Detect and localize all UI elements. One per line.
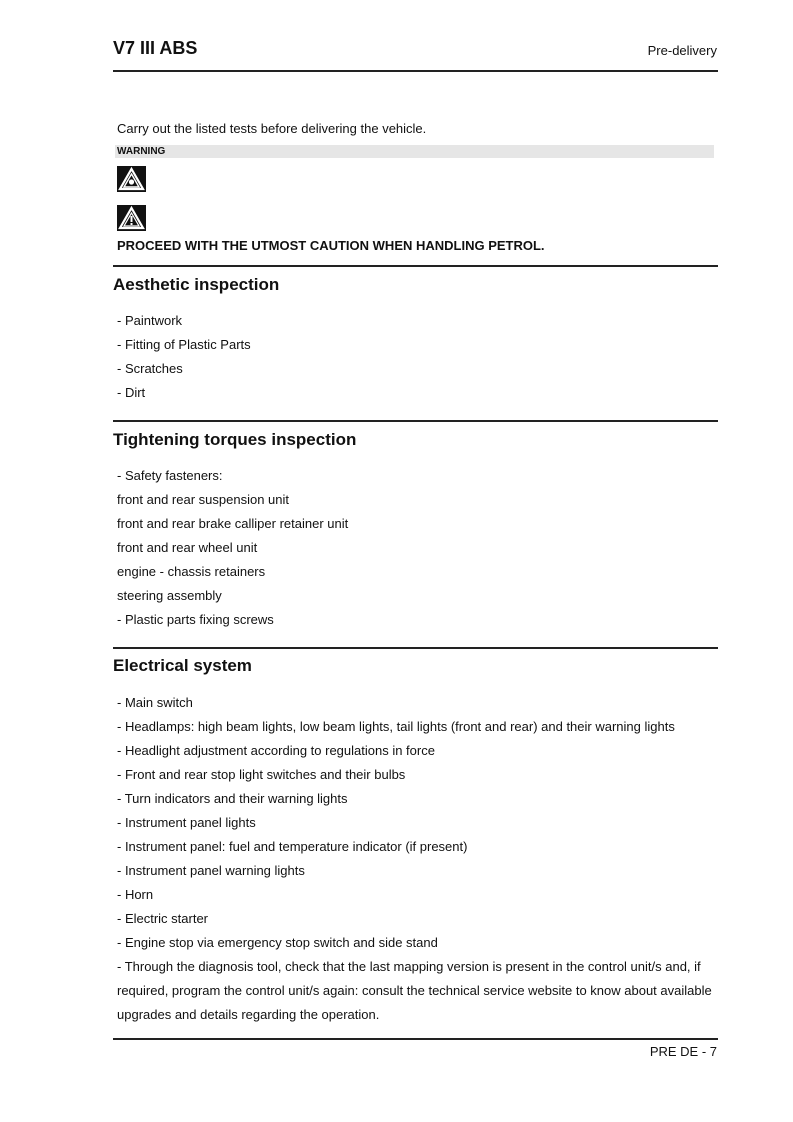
- warning-bar: [115, 145, 714, 158]
- section-title-torques: Tightening torques inspection: [113, 430, 357, 449]
- list-item: required, program the control unit/s again: consult the technical service website to know about available: [117, 983, 712, 998]
- footer-divider: [113, 1038, 718, 1040]
- list-item: - Paintwork: [117, 313, 183, 328]
- list-item: - Turn indicators and their warning lights: [117, 791, 348, 806]
- section-title-electrical: Electrical system: [113, 656, 252, 675]
- manual-title: V7 III ABS: [113, 38, 198, 58]
- list-item: - Dirt: [117, 385, 146, 400]
- section-title-aesthetic: Aesthetic inspection: [113, 275, 280, 294]
- list-item: - Main switch: [117, 695, 193, 710]
- list-item: front and rear suspension unit: [117, 492, 289, 507]
- list-item: - Headlight adjustment according to regulations in force: [117, 743, 435, 758]
- list-item: upgrades and details regarding the operation.: [117, 1007, 380, 1022]
- list-item: - Horn: [117, 887, 154, 902]
- list-item: - Headlamps: high beam lights, low beam lights, tail lights (front and rear) and their warning lights: [117, 719, 675, 734]
- list-item: - Instrument panel warning lights: [117, 863, 305, 878]
- section-divider: [113, 265, 718, 267]
- header-divider: [113, 70, 718, 72]
- list-item: - Instrument panel lights: [117, 815, 256, 830]
- list-item: - Electric starter: [117, 911, 209, 926]
- warning-label: WARNING: [117, 146, 166, 157]
- list-item: front and rear brake calliper retainer unit: [117, 516, 349, 531]
- list-item: front and rear wheel unit: [117, 540, 258, 555]
- list-item: - Safety fasteners:: [117, 468, 223, 483]
- list-item: steering assembly: [117, 588, 222, 603]
- section-name: Pre-delivery: [647, 43, 717, 58]
- list-item: - Plastic parts fixing screws: [117, 612, 274, 627]
- page-number: PRE DE - 7: [649, 1044, 717, 1059]
- section-divider: [113, 647, 718, 649]
- list-item: - Front and rear stop light switches and their bulbs: [117, 767, 406, 782]
- list-item: - Scratches: [117, 361, 183, 376]
- section-divider: [113, 420, 718, 422]
- list-item: engine - chassis retainers: [117, 564, 266, 579]
- warning-triangle-icon: [117, 205, 146, 231]
- list-item: - Fitting of Plastic Parts: [117, 337, 251, 352]
- list-item: - Engine stop via emergency stop switch and side stand: [117, 935, 438, 950]
- list-item: - Through the diagnosis tool, check that the last mapping version is present in the control unit/s and, if: [117, 959, 701, 974]
- list-item: - Instrument panel: fuel and temperature indicator (if present): [117, 839, 468, 854]
- fuel-hazard-icon: [117, 166, 146, 192]
- petrol-caution-text: PROCEED WITH THE UTMOST CAUTION WHEN HANDLING PETROL.: [117, 238, 545, 253]
- intro-text: Carry out the listed tests before delivering the vehicle.: [117, 121, 427, 136]
